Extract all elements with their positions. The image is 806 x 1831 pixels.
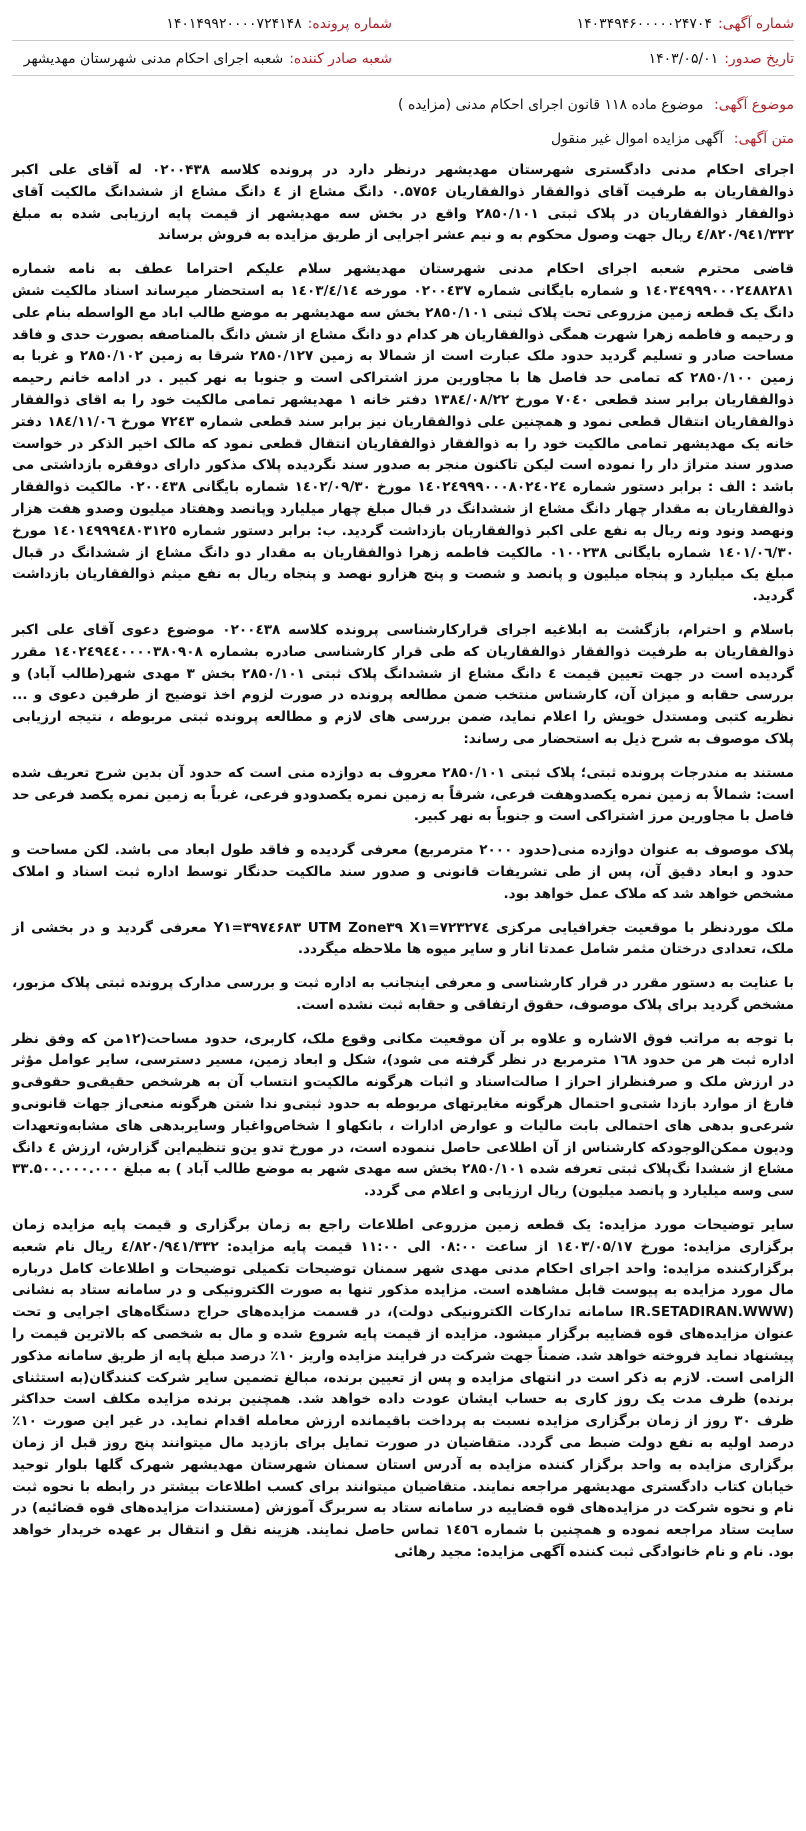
- paragraph-9: سایر توضیحات مورد مزایده: یک قطعه زمین مزروعی اطلاعات راجع به زمان برگزاری و قیمت پایه مزایده زمان برگزاری مزایده: مورخ ۱٤۰۳/۰۵/۱۷ از ساعت ۰۸:۰۰ الی ۱۱:۰۰ قیمت پایه مزایده: ٤/۸۲۰/۹٤۱/۳۳۲ ریال نام شعبه برگزارکننده مزایده: واحد اجرای احکام مدنی مهدی شهر سمنان توضیحات تکمیلی توضیحات و اطلاعات کامل درباره مال مورد مزایده به پیوست قابل مشاهده است. مزایده مذکور تنها به صورت الکترونیکی و در سامانه ستاد به نشانی (IR.SETADIRAN.WWW سامانه تدارکات الکترونیکی دولت)، در قسمت مزایده‌های حراج دستگاه‌های اجرایی و تحت عنوان مزایده‌های قوه قضاییه برگزار میشود. مزایده از قیمت پایه شروع شده و مال به شخصی که بالاترین قیمت را پیشنهاد نماید فروخته خواهد شد. ضمناً جهت شرکت در فرایند مزایده واریز ۱۰٪ درصد مبلغ پایه از طریق سامانه مذکور الزامی است. لازم به ذکر است در انتهای مزایده و پس از تعیین برنده، مبالغ تضمین سایر شرکت کنندگان(به استثنای برنده) ظرف مدت یک روز کاری به حساب ایشان عودت داده خواهد شد. همچنین برنده مزایده مکلف است حداکثر ظرف ۳۰ روز از زمان برگزاری مزایده نسبت به پرداخت باقیمانده ارزش معامله اقدام نماید. در غیر این صورت ۱۰٪ درصد اولیه به نفع دولت ضبط می گردد. متقاضیان در صورت تمایل برای بازدید مال میتوانند پنج روز قبل از زمان برگزاری مزایده به واحد برگزار کننده مزایده به آدرس استان سمنان شهرستان مهدیشهر شهرک گلها بلوار توحید خیابان کتاب دادگستری مهدیشهر مراجعه نمایند. متقاضیان میتوانند برای کسب اطلاعات بیشتر در رابطه با نحوه ثبت نام و نحوه شرکت در مزایده‌های قوه قضاییه در سامانه ستاد به سربرگ آموزش (مستندات مزایده‌های قوه قضائیه) در سایت ستاد مراجعه نموده و همچنین با شماره ۱٤٥٦ تماس حاصل نمایند. هزینه نقل و انتقال بر عهده خریدار خواهد بود. نام و نام خانوادگی ثبت کننده آگهی مزایده: مجید رهائی: [12, 1217, 795, 1561]
- subject-value: موضوع ماده ۱۱۸ قانون اجرای احکام مدنی (مزایده ): [398, 97, 704, 113]
- issuing-branch-label: شعبه صادر کننده:: [289, 51, 392, 67]
- ad-number-label: شماره آگهی:: [717, 16, 794, 32]
- case-number-value: ۱۴۰۱۴۹۹۲۰۰۰۰۷۲۴۱۴۸: [166, 16, 302, 32]
- paragraph-5: پلاک موصوف به عنوان دوازده منی(حدود ۲۰۰۰ مترمربع) معرفی گردیده و فاقد طول ابعاد می باشد. لکن مساحت و حدود و ابعاد دقیق آن، پس از طی تشریفات قانونی و صدور سند مالکیت حدنگار توسط اداره ثبت اسناد و املاک مشخص خواهد شد که ملاک عمل خواهد بود.: [12, 842, 794, 902]
- ad-number-value: ۱۴۰۳۴۹۴۶۰۰۰۰۰۲۴۷۰۴: [576, 16, 712, 32]
- subject-row: [12, 92, 794, 118]
- paragraph-4: مستند به مندرجات پرونده ثبتی؛ پلاک ثبتی ۲۸۵۰/۱۰۱ معروف به دوازده منی است که حدود آن بدین شرح تعریف شده است: شمالاً به زمین نمره یکصدوهفت فرعی، شرقاً به زمین نمره یکصدودو فرعی، غرباً به زمین نمره یکصد فرعی حد فاصل با مجاورین مرز اشتراکی است و جنوباً به نهر کبیر.: [12, 764, 794, 825]
- notice-text-label: متن آگهی:: [733, 131, 794, 147]
- paragraph-8: با توجه به مراتب فوق الاشاره و علاوه بر آن موقعیت مکانی وقوع ملک، کاربری، حدود مساحت(۱۲من که وفق نظر اداره ثبت هر من حدود ۱٦۸ مترمربع در نظر گرفته می شود)، شکل و ابعاد زمین، مسیر دسترسی، سایر عوامل مؤثر در ارزش ملک و صرفنظراز احراز ا صالت‌اسناد و اثبات هرگونه مالکیت‌و انتساب آن به هرشخص حقیقی‌و حقوقی‌و فارغ از موارد بازدا شتی‌و احتمال هرگونه مغایرتهای مربوطه به حدود ثبتی‌و ندا شتن هرگونه منعی‌از جهات قانونی‌و شرعی‌و بدهی های احتمالی بابت مالیات و عوارض ادارات ، بانکها‌و ا شخاص‌و‌اغیار وسایربدهی های مشابه‌وتعهدات ودیون ممکن‌الوجودکه کارشناس از آن اطلاعی حاصل ننموده است، در مورخ تدو ین‌و تنظیم‌این گزارش، ارزش ٤ دانگ مشاع از ششدا نگ‌پلاک ثبتی تعرفه شده ۲۸۵۰/۱۰۱ بخش سه مهدی شهر به موضع طالب آباد ) به مبلغ ۳۳.۵۰۰.۰۰۰.۰۰۰ سی وسه میلیارد و پانصد میلیون) ریال ارزیابی و اعلام می گردد.: [12, 1030, 794, 1200]
- ad-number-field: [404, 12, 794, 36]
- divider: [12, 75, 794, 76]
- case-number-label: شماره پرونده:: [307, 16, 392, 32]
- meta-row-2: [12, 47, 794, 71]
- notice-title: آگهی مزایده اموال غیر منقول: [550, 131, 724, 147]
- issuing-branch-field: [12, 47, 392, 71]
- paragraph-1: اجرای احکام مدنی دادگستری شهرستان مهدیشهر درنظر دارد در پرونده کلاسه ۰۲۰۰۴۳۸ له آقای علی اکبر ذوالفقاریان به طرفیت آقای ذوالفقار ذوالفقاریان ۰.۵۷۵۶ دانگ مشاع از ٤ دانگ مشاع از ششدانگ مالکیت آقای ذوالفقار ذوالفقاریان در پلاک ثبتی ۲۸۵۰/۱۰۱ واقع در بخش سه مهدیشهر از قیمت پایه ارزیابی شده به مبلغ ٤/۸۲۰/۹٤۱/۳۳۲ ریال جهت وصول محکوم به و نیم عشر اجرایی از طریق مزایده به فروش برساند: [12, 162, 795, 244]
- paragraph-6: ملک موردنظر با موقعیت جغرافیایی مرکزی UTM Zone۳۹ X۱=۷۲۳۲۷٤ Y۱=۳۹۷٤۶۸۳ معرفی گردید و در بخشی از ملک، تعدادی درختان مثمر شامل عمدتا انار و سایر میوه ها ملاحظه میگردد.: [12, 919, 794, 958]
- case-number-field: [12, 12, 392, 36]
- issue-date-field: [404, 47, 794, 71]
- issue-date-value: ۱۴۰۳/۰۵/۰۱: [648, 51, 719, 67]
- paragraph-7: با عنایت به دستور مقرر در قرار کارشناسی و معرفی اینجانب به اداره ثبت و بررسی مدارک پرونده ثبتی پلاک مزبور، مشخص گردید برای پلاک موصوف، حقوق ارتفاقی و حقابه ثبت نشده است.: [12, 975, 794, 1013]
- paragraph-3: باسلام و احترام، بازگشت به ابلاغیه اجرای قرارکارشناسی پرونده کلاسه ۰۲۰۰٤۳۸ موضوع دعوی آقای علی اکبر ذوالفقاریان به طرفیت ذوالفقار ذوالفقاریان که طی قرار کارشناسی صادره بشماره ۱٤۰۲٤۹٤٤۰۰۰۰۳۸۰۹۰۸ مقرر گردیده است در جهت تعیین قیمت ٤ دانگ مشاع از ششدانگ پلاک ثبتی ۲۸۵۰/۱۰۱ بخش ۳ مهدی شهر(طالب آباد) و بررسی حقابه و میزان آن، کارشناس منتخب ضمن مطالعه پرونده در صورت لزوم اخذ توضیح از طرفین دعوی و ... نظریه کتبی ومستدل خویش را اعلام نماید، ضمن بررسی های لازم و مطالعه پرونده ثبتی مربوطه ، نتیجه ارزیابی پلاک موصوف به شرح ذیل به استحضار می رساند:: [12, 621, 794, 747]
- meta-row-1: [12, 12, 794, 36]
- issuing-branch-value: شعبه اجرای احکام مدنی شهرستان مهدیشهر: [23, 51, 284, 67]
- subject-label: موضوع آگهی:: [713, 97, 794, 113]
- paragraph-2: قاضی محترم شعبه اجرای احکام مدنی شهرستان مهدیشهر سلام علیکم احتراما عطف به نامه شماره ۱٤۰۳٤۹۹۹۰۰۰۲٤۸۸۲۸۱ و شماره بایگانی شماره ۰۲۰۰٤۳۷ مورخه ۱٤۰۳/٤/۱٤ به استحضار میرساند اسناد مالکیت شش دانگ یک قطعه زمین مزروعی تحت پلاک ثبتی ۲۸۵۰/۱۰۱ بخش سه مهدیشهر به موضع طالب اباد مع الواسطه بنام علی و رحیمه و فاطمه زهرا شهرت همگی ذوالفقاریان هر کدام دو دانگ مشاع از شش دانگ بالمناصفه بصورت حدی و فاقد مساحت صادر و تسلیم گردید حدود ملک عبارت است از شمالا به زمین ۲۸۵۰/۱۲۷ شرقا به زمین ۲۸۵۰/۱۰۲ و غربا به زمین ۲۸۵۰/۱۰۰ که تمامی حد فاصل ها با مجاورین مرز اشتراکی است و جنوبا به نهر کبیر . در ادامه خانم رحیمه ذوالفقاریان برابر سند قطعی ۷۰٤۰ مورخ ۱۳۸٤/۰۸/۲۲ دفتر خانه ۱ مهدیشهر تمامی مالکیت خود را به اقای ذوالفقار ذوالفقاریان انتقال قطعی نمود و همچنین علی ذوالفقاریان نیز برابر سند قطعی شماره ۷۲٤۳ مورخ ۱۸٤/۱۱/۰٦ دفتر خانه یک مهدیشهر تمامی مالکیت خود را به ذوالفقار ذوالفقاریان انتقال قطعی نمود که مالک اخیر الذکر در خواست صدور سند متراژ دار را نموده است لیکن تاکنون منجر به صدور سند نگردیده پلاک مذکور دارای دوفقره بازداشتی می باشد : الف : برابر دستور شماره ۱٤۰۲٤۹۹۹۰۰۰۸۰۲٤۰۲٤ مورخ ۱٤۰۲/۰۹/۳۰ شماره بایگانی ۰۲۰۰٤۳۸ مالکیت ذوالفقار ذوالفقاریان به مقدار چهار دانگ مشاع از ششدانگ در قبال مبلغ چهار میلیارد وپانصد وهفتاد میلیون وصدو هفت هزار ونهصد ونود ونه ریال به نفع علی اکبر ذوالفقاریان بازداشت گردید. ب: برابر دستور شماره ۱٤۰۱٤۹۹۹٤۸۰۳۱۲٥ مورخ ۱٤۰۱/۰٦/۳۰ شماره بایگانی ۰۱۰۰۲۳۸ مالکیت فاطمه زهرا ذوالفقاریان به مقدار دو دانگ مشاع از ششدانگ در قبال مبلغ یک میلیارد و پنجاه میلیون و پانصد و شصت و پنج هزارو نهصد و پنجاه ریال به نفع میثم ذوالفقاریان بازداشت گردید.: [12, 261, 795, 605]
- notice-title-row: [12, 126, 794, 152]
- divider: [12, 40, 794, 41]
- notice-body: [12, 160, 794, 1564]
- issue-date-label: تاریخ صدور:: [724, 51, 794, 67]
